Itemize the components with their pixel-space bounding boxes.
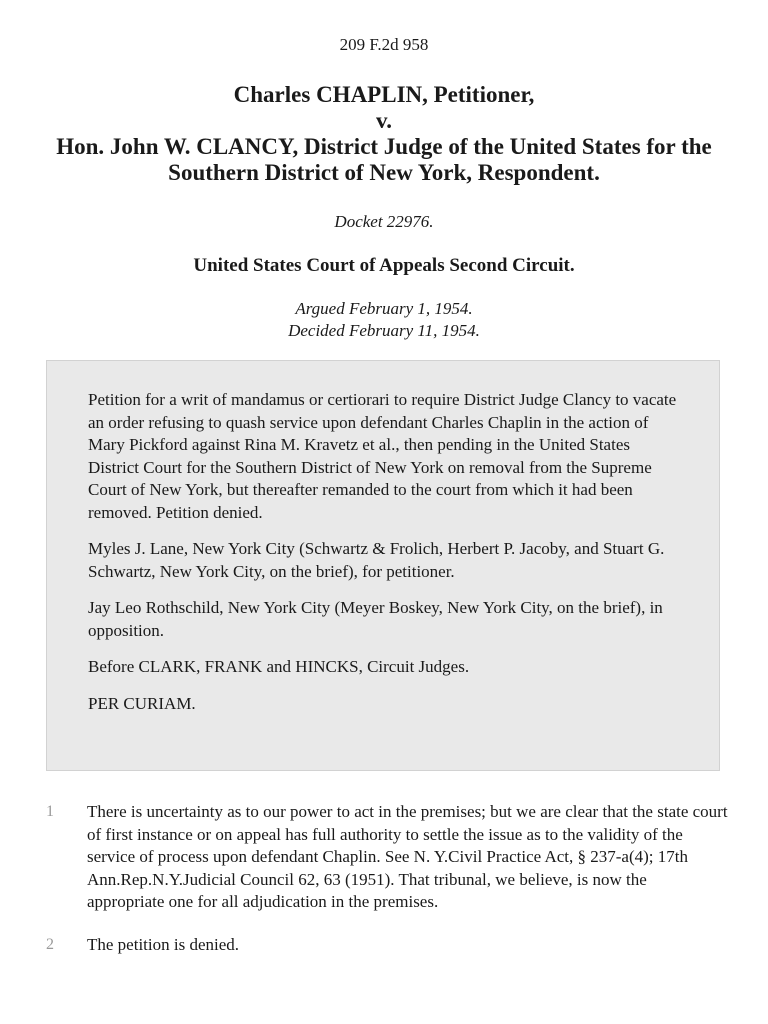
paragraph-number: 1	[46, 803, 54, 820]
opposition-counsel: Jay Leo Rothschild, New York City (Meyer Boskey, New York City, on the brief), in opposition.	[88, 598, 663, 640]
opinion-paragraph	[0, 801, 768, 914]
judges-panel: Before CLARK, FRANK and HINCKS, Circuit Judges.	[88, 657, 470, 676]
opinion-body	[0, 801, 768, 976]
synopsis-box	[46, 360, 720, 771]
title-petitioner: Charles CHAPLIN, Petitioner,	[233, 82, 535, 107]
docket-number: Docket 22976.	[334, 212, 434, 231]
opinion-paragraph	[0, 934, 768, 957]
paragraph-text: There is uncertainty as to our power to act in the premises; but we are clear that the state court of first instance or on appeal has full authority to settle the issue as to the validity of the service of process upon defendant Chaplin. See N. Y.Civil Practice Act, § 237-a(4); 17th Ann.Rep.N.Y.Judicial Council 62, 63 (1951). That tribunal, we believe, is now the appropriate one for all adjudication in the premises.	[87, 802, 728, 911]
case-dates	[0, 298, 768, 342]
case-citation: 209 F.2d 958	[339, 35, 429, 54]
argued-date: Argued February 1, 1954.	[295, 299, 473, 318]
title-versus: v.	[376, 108, 392, 133]
decided-date: Decided February 11, 1954.	[288, 321, 480, 340]
case-title	[20, 82, 748, 186]
paragraph-number: 2	[46, 935, 54, 953]
title-respondent: Hon. John W. CLANCY, District Judge of the United States for the Southern District of New York, Respondent.	[56, 134, 712, 185]
per-curiam-label: PER CURIAM.	[88, 693, 196, 713]
synopsis-summary: Petition for a writ of mandamus or certiorari to require District Judge Clancy to vacate an order refusing to quash service upon defendant Charles Chaplin in the action of Mary Pickford against Rina M. Kravetz et al., then pending in the United States District Court for the Southern District of New York on removal from the Supreme Court of New York, but thereafter remanded to the court from which it had been removed. Petition denied.	[88, 390, 677, 522]
court-name: United States Court of Appeals Second Circuit.	[193, 255, 575, 276]
paragraph-text: The petition is denied.	[87, 934, 240, 954]
petitioner-counsel: Myles J. Lane, New York City (Schwartz & Frolich, Herbert P. Jacoby, and Stuart G. Schwartz, New York City, on the brief), for petitioner.	[88, 539, 665, 581]
